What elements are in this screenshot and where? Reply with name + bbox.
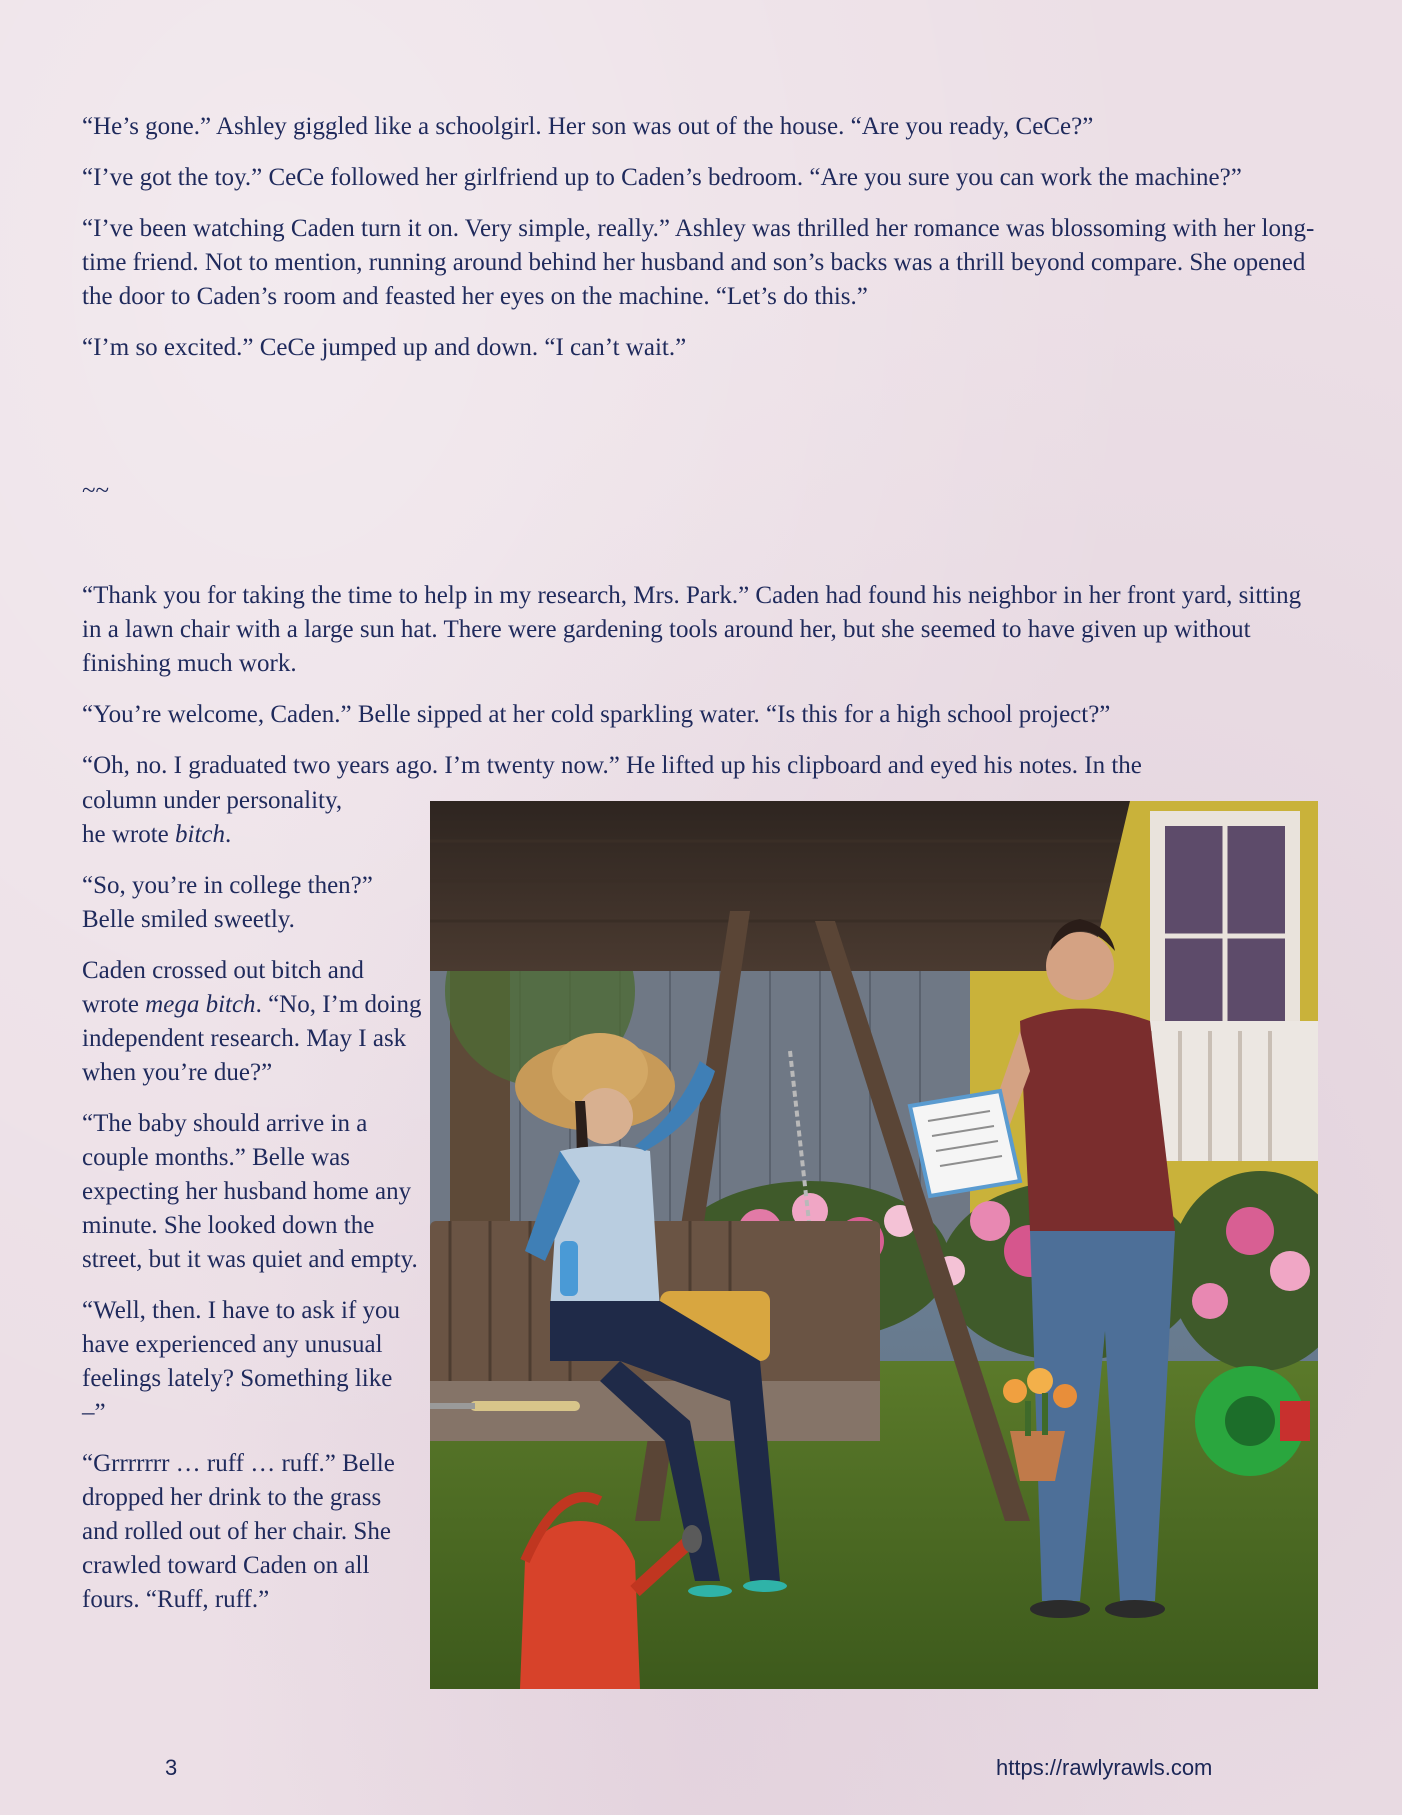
garden-scene-illustration — [430, 801, 1318, 1689]
page-number: 3 — [165, 1755, 178, 1780]
illustration-svg — [430, 801, 1318, 1689]
text-span: . “No, I’m doing independent research. May I ask when you’re due?” — [82, 991, 422, 1086]
paragraph: “Well, then. I have to ask if you have experienced any unusual feelings lately? Something like –” — [82, 1297, 401, 1426]
paragraph: “Grrrrrrr … ruff … ruff.” Belle dropped her drink to the grass and rolled out of her chair. She crawled toward Caden on all fours. “Ruff, ruff.” — [82, 1450, 395, 1613]
scene-separator: ~~ — [82, 477, 110, 504]
section-one — [82, 110, 1322, 382]
footer-url-link[interactable]: https://rawlyrawls.com — [996, 1755, 1213, 1780]
paragraph: “You’re welcome, Caden.” Belle sipped at her cold sparkling water. “Is this for a high school project?” — [82, 701, 1111, 728]
emphasis: bitch — [175, 821, 226, 848]
paragraph — [82, 784, 422, 852]
text-line: column under personality, — [82, 787, 343, 814]
paragraph: “He’s gone.” Ashley giggled like a schoolgirl. Her son was out of the house. “Are you ready, CeCe?” — [82, 113, 1094, 140]
paragraph: “I’m so excited.” CeCe jumped up and down. “I can’t wait.” — [82, 334, 687, 361]
paragraph: “I’ve got the toy.” CeCe followed her girlfriend up to Caden’s bedroom. “Are you sure you can work the machine?” — [82, 164, 1242, 191]
paragraph: “Oh, no. I graduated two years ago. I’m twenty now.” He lifted up his clipboard and eyed his notes. In the — [82, 752, 1142, 779]
clipboard — [910, 1091, 1020, 1196]
paragraph: “So, you’re in college then?” Belle smiled sweetly. — [82, 872, 373, 933]
text-span: Caden crossed out bitch and wrote — [82, 957, 364, 1018]
text-span: he wrote — [82, 821, 176, 848]
paragraph — [82, 954, 422, 1090]
swing-canopy — [430, 801, 1130, 971]
section-two — [82, 579, 1322, 783]
wrapped-text-column — [82, 784, 422, 1634]
paragraph: “The baby should arrive in a couple months.” Belle was expecting her husband home any minute. She looked down the street, but it was quiet and empty. — [82, 1110, 418, 1273]
paragraph: “Thank you for taking the time to help in my research, Mrs. Park.” Caden had found his neighbor in her front yard, sitting in a lawn chair with a large sun hat. There were gardening tools around her, but she seemed to have given up without finishing much work. — [82, 582, 1302, 677]
paragraph: “I’ve been watching Caden turn it on. Very simple, really.” Ashley was thrilled her romance was blossoming with her long-time friend. Not to mention, running around behind her husband and son’s backs was a thrill beyond compare. She opened the door to Caden’s room and feasted her eyes on the machine. “Let’s do this.” — [82, 215, 1315, 310]
text-span: . — [225, 821, 232, 848]
emphasis: mega bitch — [145, 991, 256, 1018]
